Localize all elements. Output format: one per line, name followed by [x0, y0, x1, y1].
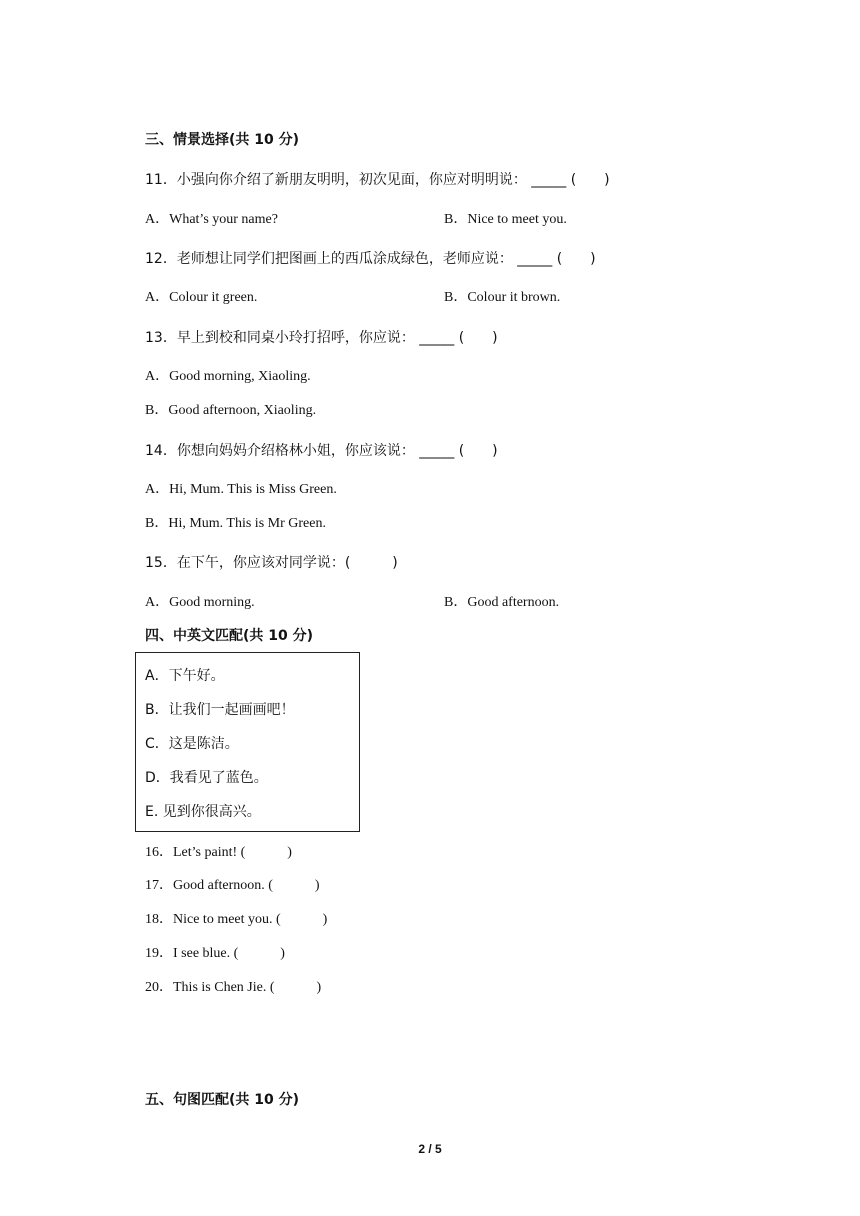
question-15-option-a: A．Good morning.: [145, 595, 255, 610]
section-5-heading: 五、句图匹配(共 10 分): [145, 1092, 300, 1108]
question-13-option-a: A．Good morning, Xiaoling.: [145, 369, 311, 384]
question-12-stem: 12．老师想让同学们把图画上的西瓜涂成绿色，老师应说： _____ ( ): [145, 251, 596, 267]
question-14-stem: 14．你想向妈妈介绍格林小姐，你应该说： _____ ( ): [145, 443, 498, 459]
question-11-option-b: B．Nice to meet you.: [444, 212, 567, 227]
question-11-option-a: A．What’s your name?: [145, 212, 278, 227]
question-19: 19．I see blue. ( ): [145, 946, 285, 961]
question-14-option-a: A．Hi, Mum. This is Miss Green.: [145, 482, 337, 497]
question-12-option-a: A．Colour it green.: [145, 290, 258, 305]
question-17: 17．Good afternoon. ( ): [145, 878, 320, 893]
question-15-option-b: B．Good afternoon.: [444, 595, 560, 610]
page-number: 2 / 5: [418, 1142, 442, 1156]
section-4-heading: 四、中英文匹配(共 10 分): [145, 628, 314, 644]
section-3-heading: 三、情景选择(共 10 分): [145, 132, 300, 148]
question-20: 20．This is Chen Jie. ( ): [145, 980, 322, 995]
question-12-option-b: B．Colour it brown.: [444, 290, 561, 305]
question-13-option-b: B．Good afternoon, Xiaoling.: [145, 403, 317, 418]
question-14-option-b: B．Hi, Mum. This is Mr Green.: [145, 516, 326, 531]
question-13-stem: 13．早上到校和同桌小玲打招呼，你应说： _____ ( ): [145, 330, 498, 346]
question-11-stem: 11．小强向你介绍了新朋友明明，初次见面，你应对明明说： _____ ( ): [145, 172, 610, 188]
question-18: 18．Nice to meet you. ( ): [145, 912, 328, 927]
match-option-d: D．我看见了蓝色。: [145, 770, 268, 786]
match-option-c: C．这是陈洁。: [145, 736, 239, 752]
question-15-stem: 15．在下午，你应该对同学说：( ): [145, 555, 398, 571]
match-option-a: A．下午好。: [145, 668, 225, 684]
match-option-b: B．让我们一起画画吧！: [145, 702, 295, 718]
match-option-e: E. 见到你很高兴。: [145, 804, 261, 820]
question-16: 16．Let’s paint! ( ): [145, 845, 292, 860]
